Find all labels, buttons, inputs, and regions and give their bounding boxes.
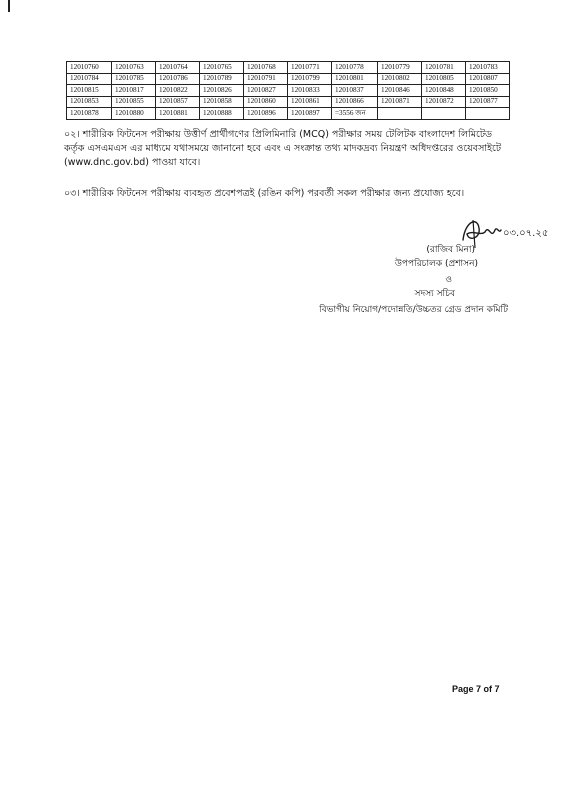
table-cell xyxy=(378,108,422,120)
table-cell: 12010817 xyxy=(112,85,156,97)
table-cell xyxy=(422,108,466,120)
table-cell: 12010853 xyxy=(67,96,112,108)
table-cell: 12010866 xyxy=(332,96,378,108)
table-cell: 12010764 xyxy=(156,62,200,74)
table-cell: 12010848 xyxy=(422,85,466,97)
table-cell: 12010860 xyxy=(244,96,288,108)
table-cell: 12010760 xyxy=(67,62,112,74)
table-cell: 12010791 xyxy=(244,73,288,85)
table-cell: 12010784 xyxy=(67,73,112,85)
page-number: Page 7 of 7 xyxy=(452,684,500,694)
table-cell: 12010897 xyxy=(288,108,332,120)
table-cell: 12010888 xyxy=(200,108,244,120)
table-cell: 12010850 xyxy=(466,85,510,97)
table-cell: 12010857 xyxy=(156,96,200,108)
table-cell: 12010871 xyxy=(378,96,422,108)
table-row xyxy=(67,96,510,108)
table-cell: 12010805 xyxy=(422,73,466,85)
table-cell: 12010768 xyxy=(244,62,288,74)
table-row xyxy=(67,108,510,120)
table-cell: 12010837 xyxy=(332,85,378,97)
table-cell: 12010846 xyxy=(378,85,422,97)
table-cell: 12010763 xyxy=(112,62,156,74)
table-cell: 12010827 xyxy=(244,85,288,97)
table-cell: =3556 জন xyxy=(332,108,378,120)
committee-name: বিভাগীয় নিয়োগ/পদোন্নতি/উচ্চতর গ্রেড প্রদান কমিটি xyxy=(319,305,508,315)
table-cell xyxy=(466,108,510,120)
table-cell: 12010799 xyxy=(288,73,332,85)
roll-number-table xyxy=(66,61,510,120)
table-cell: 12010781 xyxy=(422,62,466,74)
signatory-designation: উপপরিচালক (প্রশাসন) xyxy=(394,259,478,269)
paragraph-02-line-2: কর্তৃক এসএমএস এর মাধ্যমে যথাসময়ে জানানো হবে এবং এ সংক্রান্ত তথ্য মাদকদ্রব্য নিয়ন্ত্রণ অধিদপ্তরের ওয়েবসাইটে xyxy=(64,143,502,154)
table-cell: 12010815 xyxy=(67,85,112,97)
signature-date: ০৩.০৭.২৫ xyxy=(503,228,549,239)
table-cell: 12010807 xyxy=(466,73,510,85)
signatory-conjunction: ও xyxy=(445,275,452,285)
table-cell: 12010765 xyxy=(200,62,244,74)
table-cell: 12010872 xyxy=(422,96,466,108)
table-cell: 12010855 xyxy=(112,96,156,108)
table-cell: 12010877 xyxy=(466,96,510,108)
paragraph-03: ০৩। শারীরিক ফিটনেস পরীক্ষায় ব্যবহৃত প্রবেশপত্রই (রঙিন কপি) পরবর্তী সকল পরীক্ষার জন্য প্রযোজ্য হবে। xyxy=(64,188,465,199)
table-cell: 12010822 xyxy=(156,85,200,97)
table-row xyxy=(67,62,510,74)
table-cell: 12010802 xyxy=(378,73,422,85)
table-cell: 12010881 xyxy=(156,108,200,120)
table-cell: 12010778 xyxy=(332,62,378,74)
table-cell: 12010786 xyxy=(156,73,200,85)
signatory-role: সদস্য সচিব xyxy=(414,289,455,299)
table-cell: 12010880 xyxy=(112,108,156,120)
table-cell: 12010771 xyxy=(288,62,332,74)
scan-edge-mark xyxy=(8,0,10,12)
table-cell: 12010789 xyxy=(200,73,244,85)
table-cell: 12010858 xyxy=(200,96,244,108)
table-cell: 12010801 xyxy=(332,73,378,85)
table-cell: 12010826 xyxy=(200,85,244,97)
table-cell: 12010779 xyxy=(378,62,422,74)
table-cell: 12010833 xyxy=(288,85,332,97)
table-row xyxy=(67,73,510,85)
table-cell: 12010785 xyxy=(112,73,156,85)
table-row xyxy=(67,85,510,97)
paragraph-02-line-1: ০২। শারীরিক ফিটনেস পরীক্ষায় উত্তীর্ণ প্রার্থীগণের প্রিলিমিনারি (MCQ) পরীক্ষার সময় টেলিটক বাংলাদেশ লিমিটেড xyxy=(64,129,493,140)
signatory-name: (রাজিব মিনা) xyxy=(426,245,475,255)
table-cell: 12010861 xyxy=(288,96,332,108)
paragraph-02-line-3: (www.dnc.gov.bd) পাওয়া যাবে। xyxy=(64,157,201,168)
table-cell: 12010878 xyxy=(67,108,112,120)
table-cell: 12010896 xyxy=(244,108,288,120)
paragraph-02 xyxy=(64,128,514,170)
table-cell: 12010783 xyxy=(466,62,510,74)
